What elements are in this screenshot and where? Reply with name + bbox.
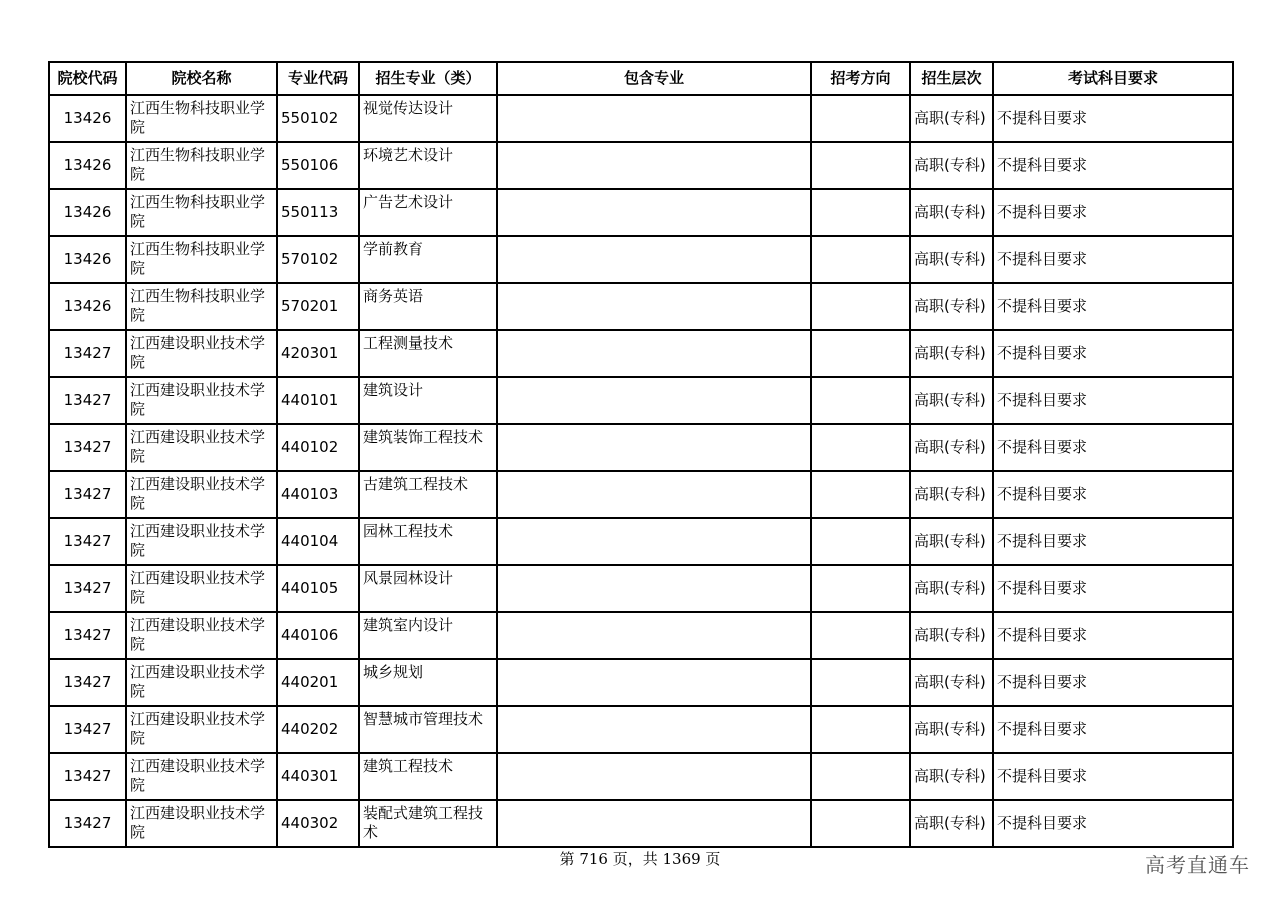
cell-school-code: 13427 bbox=[49, 706, 126, 753]
cell-direction bbox=[811, 518, 910, 565]
cell-level: 高职(专科) bbox=[910, 236, 993, 283]
cell-school-name: 江西建设职业技术学院 bbox=[126, 377, 277, 424]
cell-level: 高职(专科) bbox=[910, 612, 993, 659]
cell-school-code: 13427 bbox=[49, 471, 126, 518]
cell-requirement: 不提科目要求 bbox=[993, 424, 1233, 471]
cell-direction bbox=[811, 95, 910, 142]
cell-direction bbox=[811, 377, 910, 424]
cell-major: 城乡规划 bbox=[359, 659, 497, 706]
cell-school-code: 13427 bbox=[49, 377, 126, 424]
cell-major-code: 570201 bbox=[277, 283, 359, 330]
page-number: 第 716 页，共 1369 页 bbox=[559, 850, 721, 868]
table-row bbox=[49, 518, 1233, 565]
header-requirement: 考试科目要求 bbox=[993, 62, 1233, 95]
cell-school-name: 江西生物科技职业学院 bbox=[126, 95, 277, 142]
cell-includes bbox=[497, 753, 811, 800]
cell-includes bbox=[497, 706, 811, 753]
header-direction: 招考方向 bbox=[811, 62, 910, 95]
cell-school-name: 江西生物科技职业学院 bbox=[126, 283, 277, 330]
cell-major: 广告艺术设计 bbox=[359, 189, 497, 236]
cell-level: 高职(专科) bbox=[910, 659, 993, 706]
cell-school-name: 江西生物科技职业学院 bbox=[126, 236, 277, 283]
cell-school-name: 江西建设职业技术学院 bbox=[126, 800, 277, 847]
cell-major-code: 440301 bbox=[277, 753, 359, 800]
cell-school-code: 13427 bbox=[49, 330, 126, 377]
cell-school-name: 江西建设职业技术学院 bbox=[126, 706, 277, 753]
cell-major-code: 440201 bbox=[277, 659, 359, 706]
cell-level: 高职(专科) bbox=[910, 189, 993, 236]
cell-school-code: 13426 bbox=[49, 189, 126, 236]
cell-major: 商务英语 bbox=[359, 283, 497, 330]
table-row bbox=[49, 471, 1233, 518]
cell-major-code: 440103 bbox=[277, 471, 359, 518]
cell-requirement: 不提科目要求 bbox=[993, 659, 1233, 706]
cell-major: 智慧城市管理技术 bbox=[359, 706, 497, 753]
table-row bbox=[49, 753, 1233, 800]
cell-school-code: 13427 bbox=[49, 612, 126, 659]
cell-level: 高职(专科) bbox=[910, 800, 993, 847]
cell-major-code: 420301 bbox=[277, 330, 359, 377]
cell-level: 高职(专科) bbox=[910, 706, 993, 753]
cell-major: 古建筑工程技术 bbox=[359, 471, 497, 518]
cell-major: 视觉传达设计 bbox=[359, 95, 497, 142]
cell-includes bbox=[497, 565, 811, 612]
cell-level: 高职(专科) bbox=[910, 424, 993, 471]
cell-major-code: 570102 bbox=[277, 236, 359, 283]
cell-direction bbox=[811, 424, 910, 471]
table-row bbox=[49, 377, 1233, 424]
cell-includes bbox=[497, 612, 811, 659]
cell-major: 园林工程技术 bbox=[359, 518, 497, 565]
cell-includes bbox=[497, 518, 811, 565]
cell-major-code: 440106 bbox=[277, 612, 359, 659]
cell-level: 高职(专科) bbox=[910, 565, 993, 612]
cell-school-name: 江西建设职业技术学院 bbox=[126, 424, 277, 471]
cell-requirement: 不提科目要求 bbox=[993, 518, 1233, 565]
cell-major-code: 440105 bbox=[277, 565, 359, 612]
cell-major-code: 440102 bbox=[277, 424, 359, 471]
cell-major: 建筑室内设计 bbox=[359, 612, 497, 659]
cell-school-name: 江西建设职业技术学院 bbox=[126, 612, 277, 659]
cell-requirement: 不提科目要求 bbox=[993, 753, 1233, 800]
cell-includes bbox=[497, 189, 811, 236]
cell-school-code: 13426 bbox=[49, 236, 126, 283]
admission-table bbox=[48, 61, 1234, 848]
cell-direction bbox=[811, 236, 910, 283]
cell-includes bbox=[497, 659, 811, 706]
cell-direction bbox=[811, 330, 910, 377]
cell-major-code: 440302 bbox=[277, 800, 359, 847]
cell-school-name: 江西建设职业技术学院 bbox=[126, 565, 277, 612]
header-major: 招生专业（类） bbox=[359, 62, 497, 95]
cell-major: 工程测量技术 bbox=[359, 330, 497, 377]
cell-includes bbox=[497, 95, 811, 142]
cell-major-code: 440202 bbox=[277, 706, 359, 753]
cell-includes bbox=[497, 377, 811, 424]
cell-requirement: 不提科目要求 bbox=[993, 471, 1233, 518]
table-row bbox=[49, 283, 1233, 330]
cell-includes bbox=[497, 283, 811, 330]
table-row bbox=[49, 612, 1233, 659]
cell-school-code: 13426 bbox=[49, 95, 126, 142]
cell-major: 建筑工程技术 bbox=[359, 753, 497, 800]
header-row bbox=[49, 62, 1233, 95]
cell-major: 风景园林设计 bbox=[359, 565, 497, 612]
cell-school-code: 13427 bbox=[49, 518, 126, 565]
cell-requirement: 不提科目要求 bbox=[993, 612, 1233, 659]
cell-requirement: 不提科目要求 bbox=[993, 189, 1233, 236]
cell-school-code: 13427 bbox=[49, 424, 126, 471]
cell-includes bbox=[497, 142, 811, 189]
table-row bbox=[49, 659, 1233, 706]
cell-level: 高职(专科) bbox=[910, 330, 993, 377]
cell-requirement: 不提科目要求 bbox=[993, 236, 1233, 283]
table-row bbox=[49, 189, 1233, 236]
cell-school-code: 13427 bbox=[49, 753, 126, 800]
cell-major: 装配式建筑工程技术 bbox=[359, 800, 497, 847]
cell-major-code: 550113 bbox=[277, 189, 359, 236]
cell-school-name: 江西建设职业技术学院 bbox=[126, 330, 277, 377]
table-body bbox=[49, 95, 1233, 847]
cell-school-name: 江西建设职业技术学院 bbox=[126, 471, 277, 518]
cell-includes bbox=[497, 236, 811, 283]
cell-requirement: 不提科目要求 bbox=[993, 565, 1233, 612]
table-row bbox=[49, 800, 1233, 847]
cell-direction bbox=[811, 471, 910, 518]
header-school-name: 院校名称 bbox=[126, 62, 277, 95]
table-row bbox=[49, 330, 1233, 377]
cell-direction bbox=[811, 142, 910, 189]
cell-major: 环境艺术设计 bbox=[359, 142, 497, 189]
cell-school-code: 13427 bbox=[49, 565, 126, 612]
cell-requirement: 不提科目要求 bbox=[993, 800, 1233, 847]
cell-direction bbox=[811, 283, 910, 330]
table-row bbox=[49, 142, 1233, 189]
cell-direction bbox=[811, 565, 910, 612]
cell-direction bbox=[811, 753, 910, 800]
cell-major: 建筑设计 bbox=[359, 377, 497, 424]
cell-major-code: 440104 bbox=[277, 518, 359, 565]
cell-direction bbox=[811, 189, 910, 236]
cell-major-code: 550106 bbox=[277, 142, 359, 189]
cell-includes bbox=[497, 330, 811, 377]
cell-requirement: 不提科目要求 bbox=[993, 377, 1233, 424]
cell-includes bbox=[497, 471, 811, 518]
cell-school-name: 江西建设职业技术学院 bbox=[126, 518, 277, 565]
cell-school-code: 13426 bbox=[49, 142, 126, 189]
cell-school-name: 江西建设职业技术学院 bbox=[126, 659, 277, 706]
cell-level: 高职(专科) bbox=[910, 471, 993, 518]
cell-major-code: 550102 bbox=[277, 95, 359, 142]
cell-direction bbox=[811, 659, 910, 706]
watermark-logo: 高考直通车 bbox=[1145, 853, 1250, 877]
table-row bbox=[49, 706, 1233, 753]
table-row bbox=[49, 565, 1233, 612]
cell-direction bbox=[811, 612, 910, 659]
cell-includes bbox=[497, 800, 811, 847]
cell-school-code: 13427 bbox=[49, 659, 126, 706]
cell-major: 学前教育 bbox=[359, 236, 497, 283]
cell-school-name: 江西生物科技职业学院 bbox=[126, 142, 277, 189]
cell-school-code: 13427 bbox=[49, 800, 126, 847]
cell-requirement: 不提科目要求 bbox=[993, 142, 1233, 189]
header-level: 招生层次 bbox=[910, 62, 993, 95]
cell-school-name: 江西生物科技职业学院 bbox=[126, 189, 277, 236]
cell-includes bbox=[497, 424, 811, 471]
cell-major-code: 440101 bbox=[277, 377, 359, 424]
cell-requirement: 不提科目要求 bbox=[993, 330, 1233, 377]
header-includes: 包含专业 bbox=[497, 62, 811, 95]
cell-level: 高职(专科) bbox=[910, 142, 993, 189]
table-row bbox=[49, 424, 1233, 471]
table-row bbox=[49, 236, 1233, 283]
cell-requirement: 不提科目要求 bbox=[993, 283, 1233, 330]
cell-school-name: 江西建设职业技术学院 bbox=[126, 753, 277, 800]
cell-direction bbox=[811, 706, 910, 753]
cell-level: 高职(专科) bbox=[910, 377, 993, 424]
cell-school-code: 13426 bbox=[49, 283, 126, 330]
cell-level: 高职(专科) bbox=[910, 753, 993, 800]
header-major-code: 专业代码 bbox=[277, 62, 359, 95]
cell-level: 高职(专科) bbox=[910, 95, 993, 142]
cell-level: 高职(专科) bbox=[910, 283, 993, 330]
cell-direction bbox=[811, 800, 910, 847]
cell-level: 高职(专科) bbox=[910, 518, 993, 565]
cell-major: 建筑装饰工程技术 bbox=[359, 424, 497, 471]
table-row bbox=[49, 95, 1233, 142]
cell-requirement: 不提科目要求 bbox=[993, 706, 1233, 753]
cell-requirement: 不提科目要求 bbox=[993, 95, 1233, 142]
header-school-code: 院校代码 bbox=[49, 62, 126, 95]
